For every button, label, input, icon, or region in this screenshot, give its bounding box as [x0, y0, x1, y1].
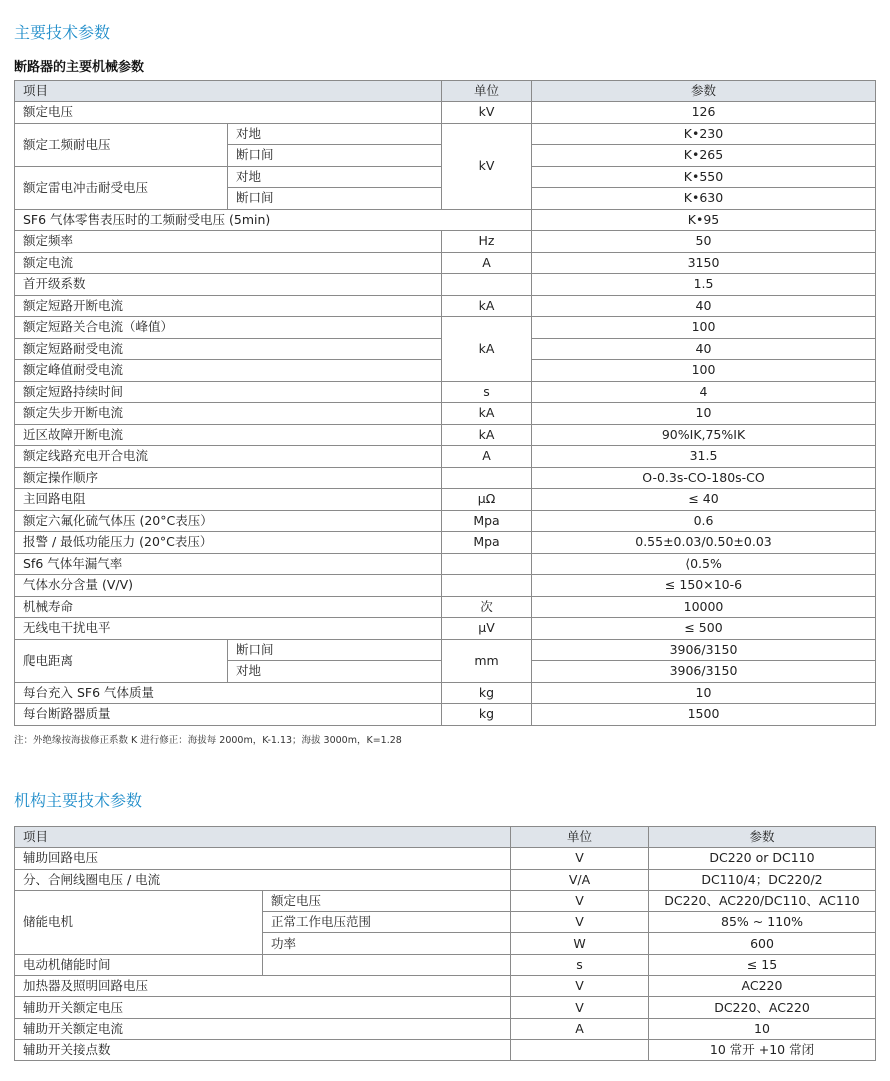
row-value: 10: [532, 682, 876, 704]
row-label: 分、合闸线圈电压 / 电流: [15, 869, 511, 890]
row-label: SF6 气体零售表压时的工频耐受电压 (5min): [15, 209, 532, 231]
row-sublabel: 功率: [263, 933, 511, 954]
row-unit: V: [511, 997, 649, 1018]
row-unit: Mpa: [442, 510, 532, 532]
row-label: 额定短路耐受电流: [15, 338, 442, 360]
row-unit: μV: [442, 618, 532, 640]
row-value: 100: [532, 360, 876, 382]
header-item: 项目: [15, 81, 442, 102]
row-unit: V/A: [511, 869, 649, 890]
row-value: DC220、AC220/DC110、AC110: [649, 890, 876, 911]
row-unit: V: [511, 890, 649, 911]
row-unit: 次: [442, 596, 532, 618]
header-param: 参数: [532, 81, 876, 102]
table-row: [15, 890, 876, 911]
row-unit: kA: [442, 403, 532, 425]
table-row: [15, 123, 876, 145]
row-value: ≤ 40: [532, 489, 876, 511]
row-unit: V: [511, 912, 649, 933]
row-value: 1.5: [532, 274, 876, 296]
row-label: 机械寿命: [15, 596, 442, 618]
row-value: 0.55±0.03/0.50±0.03: [532, 532, 876, 554]
row-label: 辅助开关额定电流: [15, 1018, 511, 1039]
row-unit: [442, 553, 532, 575]
row-unit: kg: [442, 682, 532, 704]
table-row: [15, 596, 876, 618]
row-unit: Mpa: [442, 532, 532, 554]
row-value: 40: [532, 295, 876, 317]
table-row: [15, 274, 876, 296]
table-row: [15, 424, 876, 446]
row-value: 3150: [532, 252, 876, 274]
row-sublabel: 对地: [228, 661, 442, 683]
table-header-row: [15, 827, 876, 848]
row-label: 辅助开关额定电压: [15, 997, 511, 1018]
table-row: [15, 252, 876, 274]
row-unit: kA: [442, 295, 532, 317]
row-unit: A: [442, 446, 532, 468]
row-value: K•265: [532, 145, 876, 167]
row-value: 50: [532, 231, 876, 253]
row-unit: s: [442, 381, 532, 403]
table-row: [15, 553, 876, 575]
row-label: 爬电距离: [15, 639, 228, 682]
table-row: [15, 381, 876, 403]
row-sublabel: 断口间: [228, 188, 442, 210]
row-unit: kg: [442, 704, 532, 726]
row-value: 3906/3150: [532, 661, 876, 683]
table-row: [15, 489, 876, 511]
row-value: ≤ 500: [532, 618, 876, 640]
row-label: 每台断路器质量: [15, 704, 442, 726]
row-value: 10 常开 +10 常闭: [649, 1039, 876, 1060]
row-value: DC220、AC220: [649, 997, 876, 1018]
row-unit: A: [442, 252, 532, 274]
mechanism-params-table: [14, 826, 876, 1061]
row-label: 额定短路持续时间: [15, 381, 442, 403]
table-row: [15, 1039, 876, 1060]
row-label: 报警 / 最低功能压力 (20°C表压）: [15, 532, 442, 554]
row-value: DC220 or DC110: [649, 848, 876, 869]
table-row: [15, 467, 876, 489]
row-label: 每台充入 SF6 气体质量: [15, 682, 442, 704]
table-row: [15, 618, 876, 640]
row-value: ≤ 15: [649, 954, 876, 975]
header-item: 项目: [15, 827, 511, 848]
row-sublabel: 断口间: [228, 145, 442, 167]
table-row: [15, 231, 876, 253]
row-value: 0.6: [532, 510, 876, 532]
table-row: [15, 976, 876, 997]
header-unit: 单位: [442, 81, 532, 102]
row-label: 电动机储能时间: [15, 954, 263, 975]
row-value: 90%IK,75%IK: [532, 424, 876, 446]
section1-subtitle: 断路器的主要机械参数: [14, 60, 145, 75]
row-value: ⟨0.5%: [532, 553, 876, 575]
row-label: 额定频率: [15, 231, 442, 253]
row-label: 额定线路充电开合电流: [15, 446, 442, 468]
row-label: 气体水分含量 (V/V): [15, 575, 442, 597]
row-unit: V: [511, 848, 649, 869]
row-unit: Hz: [442, 231, 532, 253]
row-unit: kV: [442, 102, 532, 124]
row-value: K•550: [532, 166, 876, 188]
row-value: 1500: [532, 704, 876, 726]
row-label: 加热器及照明回路电压: [15, 976, 511, 997]
row-label: 额定电流: [15, 252, 442, 274]
row-unit: [442, 274, 532, 296]
row-value: DC110/4；DC220/2: [649, 869, 876, 890]
row-value: 4: [532, 381, 876, 403]
row-label: 额定工频耐电压: [15, 123, 228, 166]
table-row: [15, 997, 876, 1018]
header-param: 参数: [649, 827, 876, 848]
row-label: 额定操作顺序: [15, 467, 442, 489]
section1-title: 主要技术参数: [14, 23, 111, 42]
altitude-note: 注：外绝缘按海拔修正系数 K 进行修正：海拔每 2000m，K-1.13；海拔 3000m，K=1.28: [14, 735, 402, 746]
row-value: 100: [532, 317, 876, 339]
table-row: [15, 682, 876, 704]
row-label: 无线电干扰电平: [15, 618, 442, 640]
row-value: K•95: [532, 209, 876, 231]
row-value: 10: [649, 1018, 876, 1039]
row-label: 额定短路关合电流（峰值）: [15, 317, 442, 339]
section2-title: 机构主要技术参数: [14, 791, 143, 810]
row-label: 额定电压: [15, 102, 442, 124]
row-label: 近区故障开断电流: [15, 424, 442, 446]
row-value: 31.5: [532, 446, 876, 468]
row-value: K•630: [532, 188, 876, 210]
header-unit: 单位: [511, 827, 649, 848]
row-unit: μΩ: [442, 489, 532, 511]
row-unit: kA: [442, 424, 532, 446]
row-sublabel: 对地: [228, 123, 442, 145]
breaker-params-table: [14, 80, 876, 726]
table-row: [15, 209, 876, 231]
row-unit: kV: [442, 123, 532, 209]
row-unit: [442, 467, 532, 489]
table-row: [15, 575, 876, 597]
row-value: 10: [532, 403, 876, 425]
table-row: [15, 639, 876, 661]
row-value: K•230: [532, 123, 876, 145]
row-unit: W: [511, 933, 649, 954]
row-value: 3906/3150: [532, 639, 876, 661]
table-header-row: [15, 81, 876, 102]
row-value: 85% ~ 110%: [649, 912, 876, 933]
row-value: 10000: [532, 596, 876, 618]
row-empty: [263, 954, 511, 975]
row-unit: V: [511, 976, 649, 997]
row-label: 主回路电阻: [15, 489, 442, 511]
row-sublabel: 额定电压: [263, 890, 511, 911]
table-row: [15, 510, 876, 532]
row-label: 额定六氟化硫气体压 (20°C表压）: [15, 510, 442, 532]
table-row: [15, 532, 876, 554]
row-value: 126: [532, 102, 876, 124]
row-unit: mm: [442, 639, 532, 682]
table-row: [15, 848, 876, 869]
row-label: 额定失步开断电流: [15, 403, 442, 425]
row-label: 额定峰值耐受电流: [15, 360, 442, 382]
row-unit: kA: [442, 317, 532, 382]
row-label: 额定雷电冲击耐受电压: [15, 166, 228, 209]
table-row: [15, 704, 876, 726]
row-value: ≤ 150×10-6: [532, 575, 876, 597]
row-value: O-0.3s-CO-180s-CO: [532, 467, 876, 489]
table-row: [15, 1018, 876, 1039]
row-label: 额定短路开断电流: [15, 295, 442, 317]
row-label: 首开级系数: [15, 274, 442, 296]
table-row: [15, 102, 876, 124]
row-value: AC220: [649, 976, 876, 997]
table-row: [15, 954, 876, 975]
row-value: 600: [649, 933, 876, 954]
row-unit: A: [511, 1018, 649, 1039]
row-value: 40: [532, 338, 876, 360]
row-label: 储能电机: [15, 890, 263, 954]
row-sublabel: 正常工作电压范围: [263, 912, 511, 933]
row-label: 辅助回路电压: [15, 848, 511, 869]
row-sublabel: 断口间: [228, 639, 442, 661]
row-label: 辅助开关接点数: [15, 1039, 511, 1060]
row-unit: s: [511, 954, 649, 975]
table-row: [15, 317, 876, 339]
table-row: [15, 446, 876, 468]
row-sublabel: 对地: [228, 166, 442, 188]
row-label: Sf6 气体年漏气率: [15, 553, 442, 575]
table-row: [15, 869, 876, 890]
row-unit: [511, 1039, 649, 1060]
table-row: [15, 295, 876, 317]
table-row: [15, 403, 876, 425]
row-unit: [442, 575, 532, 597]
